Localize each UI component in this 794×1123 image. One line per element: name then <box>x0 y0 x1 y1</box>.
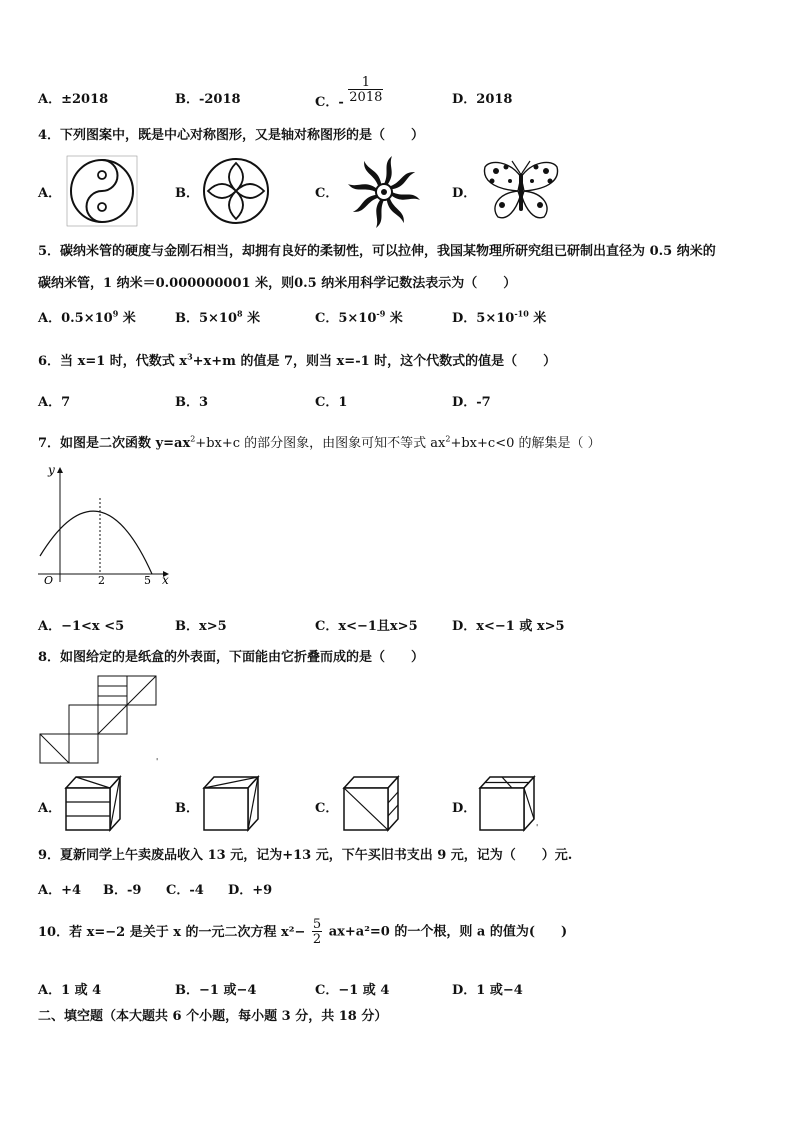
q7-option-d[interactable] <box>452 615 565 634</box>
q10-fraction-numerator: 5 <box>312 917 322 932</box>
q5-option-b[interactable] <box>175 307 260 326</box>
q10-fraction <box>312 918 322 946</box>
q7-stem-exp1: 2 <box>190 434 196 444</box>
q9-option-b[interactable]: B．-9 <box>103 883 142 898</box>
q8-option-a[interactable]: A． <box>38 801 62 816</box>
tick-root: 5 <box>144 574 151 587</box>
q3-option-c[interactable] <box>315 75 383 110</box>
stray-mark: ' <box>156 757 159 766</box>
q5-option-c-exp: -9 <box>376 308 386 319</box>
q5-option-a-exp: 9 <box>112 308 119 319</box>
cube-option-c[interactable] <box>340 774 402 832</box>
q5-option-c-unit: 米 <box>385 311 403 326</box>
q5-option-a[interactable] <box>38 307 136 326</box>
q6-option-c[interactable]: C．1 <box>315 395 348 410</box>
q10-option-c[interactable]: C．−1 或 4 <box>315 983 390 998</box>
q7-option-c[interactable] <box>315 615 418 634</box>
q6-option-a[interactable]: A．7 <box>38 395 71 410</box>
q5-option-d-unit: 米 <box>528 311 547 326</box>
tick-vertex: 2 <box>98 574 105 587</box>
q4-option-b[interactable]: B． <box>175 186 199 201</box>
q7-stem-post: +bx+c<0 的解集是（ ） <box>450 436 601 451</box>
q8-option-d[interactable]: D． <box>452 801 477 816</box>
q8-option-b[interactable]: B． <box>175 801 199 816</box>
q7-option-a-text: A．−1<x <5 <box>38 619 125 634</box>
circle-flower-figure[interactable] <box>200 155 272 227</box>
q4-stem: 4．下列图案中，既是中心对称图形，又是轴对称图形的是（ ） <box>38 128 425 143</box>
q6-stem-post: +x+m 的值是 7，则当 x=-1 时，这个代数式的值是（ ） <box>192 354 557 369</box>
q5-option-c[interactable] <box>315 307 403 326</box>
q3-option-c-numerator: 1 <box>361 75 370 90</box>
q3-option-b[interactable]: B．-2018 <box>175 92 241 107</box>
q10-stem-pre: 10．若 x=−2 是关于 x 的一元二次方程 x²− <box>38 924 306 940</box>
q7-stem-exp2: 2 <box>445 434 451 444</box>
q3-option-c-label: C．- <box>315 94 344 110</box>
origin-label: O <box>44 574 54 587</box>
x-axis-label: x <box>162 573 169 587</box>
section-2-title: 二、填空题（本大题共 6 个小题，每小题 3 分，共 18 分） <box>38 1009 388 1024</box>
q10-stem <box>38 918 567 946</box>
q3-option-c-denominator: 2018 <box>349 90 383 105</box>
q3-option-c-fraction <box>348 76 383 104</box>
q4-option-c[interactable]: C． <box>315 186 339 201</box>
q9-option-c[interactable]: C．-4 <box>166 883 204 898</box>
y-axis-label: y <box>48 463 55 477</box>
q7-option-b[interactable] <box>175 615 227 634</box>
q7-stem-pre: 7．如图是二次函数 y=ax <box>38 436 191 451</box>
q5-stem-line2: 碳纳米管，1 纳米＝0.000000001 米，则0.5 纳米用科学记数法表示为（ ） <box>38 276 517 291</box>
q9-option-d[interactable]: D．+9 <box>228 883 273 898</box>
q6-stem-exp: 3 <box>187 351 193 362</box>
q7-option-b-text: B．x>5 <box>175 619 227 634</box>
q5-stem-line1: 5．碳纳米管的硬度与金刚石相当，却拥有良好的柔韧性，可以拉伸，我国某物理所研究组已研制出直径为 0.5 纳米的 <box>38 244 716 259</box>
q6-stem-pre: 6．当 x=1 时，代数式 x <box>38 354 188 369</box>
q9-stem: 9．夏新同学上午卖废品收入 13 元，记为+13 元，下午买旧书支出 9 元，记为（ ）元. <box>38 848 573 863</box>
cube-option-d[interactable] <box>476 774 542 832</box>
q3-option-a[interactable]: A．±2018 <box>38 92 109 107</box>
q4-option-d[interactable]: D． <box>452 186 477 201</box>
parabola-curve <box>40 511 152 574</box>
q7-stem-mid: +bx+c 的部分图象，由图象可知不等式 ax <box>195 436 446 451</box>
q5-option-b-exp: 8 <box>237 308 243 319</box>
q6-option-b[interactable]: B．3 <box>175 395 209 410</box>
q5-option-c-base: C．5×10 <box>315 311 377 326</box>
q8-stem: 8．如图给定的是纸盒的外表面，下面能由它折叠而成的是（ ） <box>38 650 425 665</box>
cube-option-b[interactable] <box>200 774 262 832</box>
q7-option-d-text: D．x<−1 或 x>5 <box>452 619 565 634</box>
stray-mark-d: ' <box>536 823 539 832</box>
q5-option-d-exp: -10 <box>514 308 529 319</box>
q10-fraction-denominator: 2 <box>312 932 322 947</box>
parabola-graph <box>34 462 174 588</box>
q5-option-d[interactable] <box>452 307 546 326</box>
q4-option-a[interactable]: A． <box>38 186 62 201</box>
q10-option-d[interactable]: D．1 或−4 <box>452 983 523 998</box>
q5-option-a-base: A．0.5×10 <box>38 311 113 326</box>
q6-stem <box>38 350 556 369</box>
q5-option-a-unit: 米 <box>118 311 136 326</box>
box-net-figure <box>38 674 164 766</box>
q5-option-b-unit: 米 <box>242 311 261 326</box>
q5-option-b-base: B．5×10 <box>175 311 238 326</box>
q8-option-c[interactable]: C． <box>315 801 339 816</box>
q10-stem-post: ax+a²=0 的一个根，则 a 的值为( ) <box>328 924 568 940</box>
q9-option-a[interactable]: A．+4 <box>38 883 82 898</box>
cube-option-a[interactable] <box>62 774 124 832</box>
q10-option-a[interactable]: A．1 或 4 <box>38 983 102 998</box>
q6-option-d[interactable]: D．-7 <box>452 395 491 410</box>
q10-option-b[interactable]: B．−1 或−4 <box>175 983 257 998</box>
yin-yang-figure[interactable] <box>66 155 138 227</box>
q7-option-c-text: C．x<−1且x>5 <box>315 619 418 634</box>
q7-stem <box>38 432 601 451</box>
q5-option-d-base: D．5×10 <box>452 311 515 326</box>
chrysanthemum-figure[interactable] <box>342 152 426 232</box>
q3-option-d[interactable]: D．2018 <box>452 92 513 107</box>
q7-option-a[interactable] <box>38 615 124 634</box>
butterfly-figure[interactable] <box>480 157 562 225</box>
